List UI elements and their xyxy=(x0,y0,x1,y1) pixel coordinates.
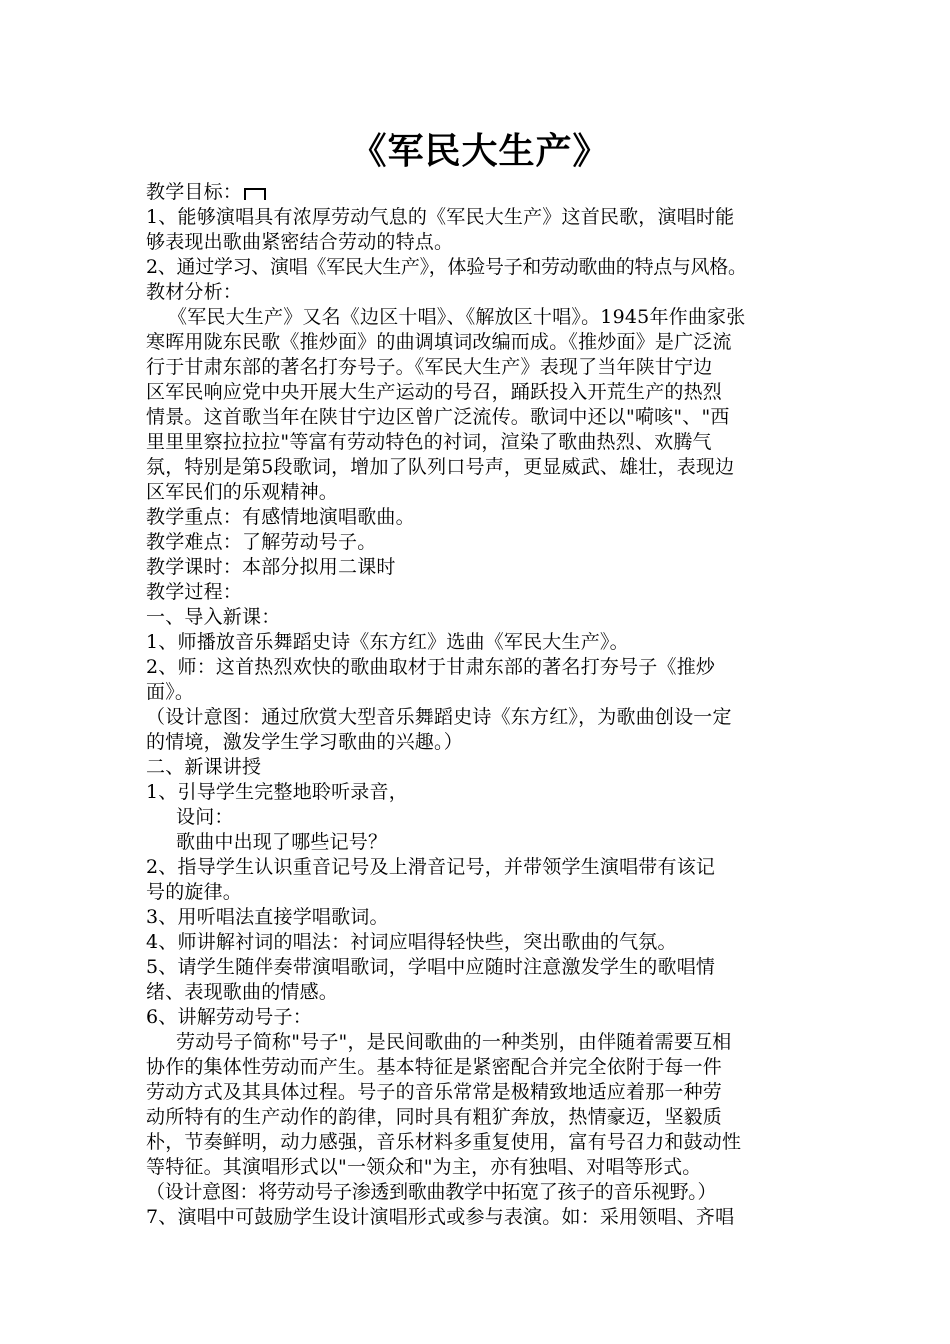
body-line: 2、师：这首热烈欢快的歌曲取材于甘肃东部的著名打夯号子《推炒 xyxy=(146,656,716,678)
document-title: 《军民大生产》 xyxy=(350,130,610,172)
body-line: 教学课时：本部分拟用二课时 xyxy=(146,556,396,578)
body-line: 寒晖用陇东民歌《推炒面》的曲调填词改编而成。《推炒面》是广泛流 xyxy=(146,331,732,353)
body-line: 教学重点：有感情地演唱歌曲。 xyxy=(146,506,415,528)
body-line: 设问： xyxy=(176,806,234,828)
section-heading: 一、导入新课： xyxy=(146,606,281,628)
body-line: 1、师播放音乐舞蹈史诗《东方红》选曲《军民大生产》。 xyxy=(146,631,629,653)
body-line: 5、请学生随伴奏带演唱歌词，学唱中应随时注意激发学生的歌唱情 xyxy=(146,956,716,978)
body-line: 里里里察拉拉拉"等富有劳动特色的衬词，渲染了歌曲热烈、欢腾气 xyxy=(146,431,712,453)
teaching-goals-heading: 教学目标： xyxy=(146,180,814,205)
body-line: 2、指导学生认识重音记号及上滑音记号，并带领学生演唱带有该记 xyxy=(146,856,716,878)
body-line: 6、讲解劳动号子： xyxy=(146,1006,312,1028)
section-heading: 教材分析： xyxy=(146,281,243,303)
body-line: 区军民们的乐观精神。 xyxy=(146,481,339,503)
body-line: 劳动方式及其具体过程。号子的音乐常常是极精致地适应着那一种劳 xyxy=(146,1081,723,1103)
body-line: 歌曲中出现了哪些记号？ xyxy=(176,831,388,853)
body-line: 朴，节奏鲜明，动力感强，音乐材料多重复使用，富有号召力和鼓动性 xyxy=(146,1131,742,1153)
body-line: 行于甘肃东部的著名打夯号子。《军民大生产》表现了当年陕甘宁边 xyxy=(146,356,713,378)
text-cursor-icon xyxy=(244,188,266,200)
body-line: 2、通过学习、演唱《军民大生产》，体验号子和劳动歌曲的特点与风格。 xyxy=(146,256,747,278)
body-line: 劳动号子简称"号子"，是民间歌曲的一种类别，由伴随着需要互相 xyxy=(176,1031,732,1053)
document-page xyxy=(146,128,814,1230)
body-line: 面》。 xyxy=(146,681,195,703)
body-line: 4、师讲解衬词的唱法：衬词应唱得轻快些，突出歌曲的气氛。 xyxy=(146,931,677,953)
design-intent-line: （设计意图：通过欣赏大型音乐舞蹈史诗《东方红》，为歌曲创设一定 xyxy=(146,706,732,728)
section-heading: 教学过程： xyxy=(146,581,243,603)
body-line: 号的旋律。 xyxy=(146,881,243,903)
body-line: 动所特有的生产动作的韵律，同时具有粗犷奔放，热情豪迈，坚毅质 xyxy=(146,1106,723,1128)
body-line: 7、演唱中可鼓励学生设计演唱形式或参与表演。如：采用领唱、齐唱 xyxy=(146,1206,735,1228)
design-intent-line: （设计意图：将劳动号子渗透到歌曲教学中拓宽了孩子的音乐视野。） xyxy=(146,1181,717,1203)
body-line: 氛，特别是第5段歌词，增加了队列口号声，更显威武、雄壮，表现边 xyxy=(146,456,735,478)
body-line: 绪、表现歌曲的情感。 xyxy=(146,981,339,1003)
body-line: 《军民大生产》又名《边区十唱》、《解放区十唱》。1945年作曲家张 xyxy=(168,306,746,328)
body-line: 3、用听唱法直接学唱歌词。 xyxy=(146,906,389,928)
body-line: 1、引导学生完整地聆听录音， xyxy=(146,781,408,803)
body-line: 协作的集体性劳动而产生。基本特征是紧密配合并完全依附于每一件 xyxy=(146,1056,723,1078)
body-line: 等特征。其演唱形式以"一领众和"为主，亦有独唱、对唱等形式。 xyxy=(146,1156,702,1178)
body-line: 够表现出歌曲紧密结合劳动的特点。 xyxy=(146,231,454,253)
section-heading: 二、新课讲授 xyxy=(146,756,262,778)
body-line: 教学难点：了解劳动号子。 xyxy=(146,531,377,553)
body-line: 情景。这首歌当年在陕甘宁边区曾广泛流传。歌词中还以"嗬咳"、"西 xyxy=(146,406,730,428)
body-line: 区军民响应党中央开展大生产运动的号召，踊跃投入开荒生产的热烈 xyxy=(146,381,723,403)
body-line: 1、能够演唱具有浓厚劳动气息的《军民大生产》这首民歌，演唱时能 xyxy=(146,206,735,228)
design-intent-line: 的情境，激发学生学习歌曲的兴趣。） xyxy=(146,731,463,753)
